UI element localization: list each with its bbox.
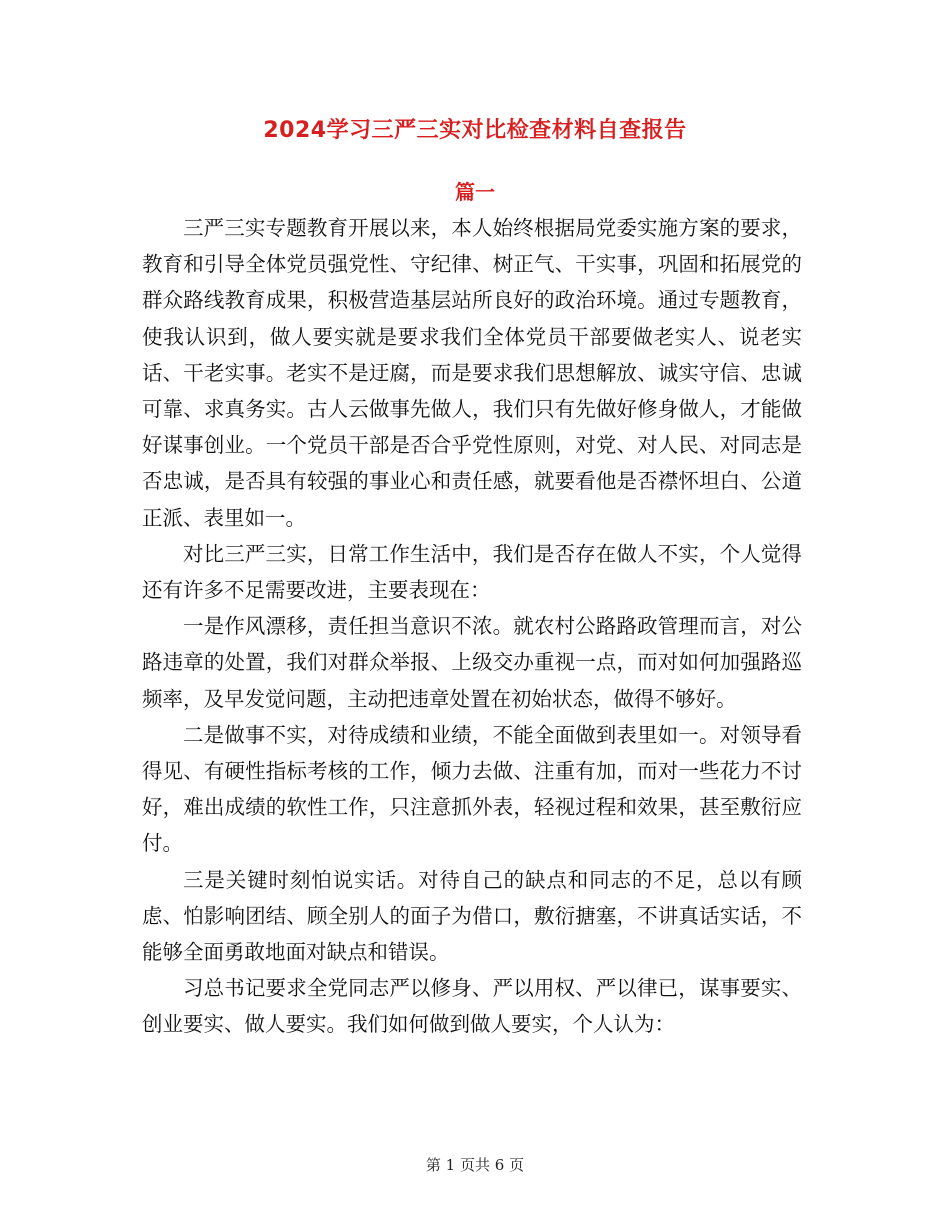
section-heading: 篇一	[455, 180, 495, 204]
document-title: 2024学习三严三实对比检查材料自查报告	[263, 118, 687, 143]
body-paragraph: 三是关键时刻怕说实话。对待自己的缺点和同志的不足，总以有顾虑、怕影响团结、顾全别人的面子为借口，敷衍搪塞，不讲真话实话，不能够全面勇敢地面对缺点和错误。	[142, 867, 802, 965]
document-body	[142, 210, 802, 1043]
body-paragraph: 一是作风漂移，责任担当意识不浓。就农村公路路政管理而言，对公路违章的处置，我们对群众举报、上级交办重视一点，而对如何加强路巡频率，及早发觉问题，主动把违章处置在初始状态，做得不够好。	[142, 614, 802, 711]
page-footer: 第 1 页共 6 页	[425, 1156, 525, 1174]
body-paragraph: 三严三实专题教育开展以来，本人始终根据局党委实施方案的要求，教育和引导全体党员强党性、守纪律、树正气、干实事，巩固和拓展党的群众路线教育成果，积极营造基层站所良好的政治环境。通过专题教育，使我认识到，做人要实就是要求我们全体党员干部要做老实人、说老实话、干老实事。老实不是迂腐，而是要求我们思想解放、诚实守信、忠诚可靠、求真务实。古人云做事先做人，我们只有先做好修身做人，才能做好谋事创业。一个党员干部是否合乎党性原则，对党、对人民、对同志是否忠诚，是否具有较强的事业心和责任感，就要看他是否襟怀坦白、公道正派、表里如一。	[142, 216, 802, 530]
body-paragraph: 对比三严三实，日常工作生活中，我们是否存在做人不实，个人觉得还有许多不足需要改进，主要表现在：	[142, 541, 802, 603]
body-paragraph: 二是做事不实，对待成绩和业绩，不能全面做到表里如一。对领导看得见、有硬性指标考核的工作，倾力去做、注重有加，而对一些花力不讨好，难出成绩的软性工作，只注意抓外表，轻视过程和效果，甚至敷衍应付。	[142, 722, 802, 856]
body-paragraph: 习总书记要求全党同志严以修身、严以用权、严以律已，谋事要实、创业要实、做人要实。我们如何做到做人要实，个人认为：	[142, 976, 802, 1037]
